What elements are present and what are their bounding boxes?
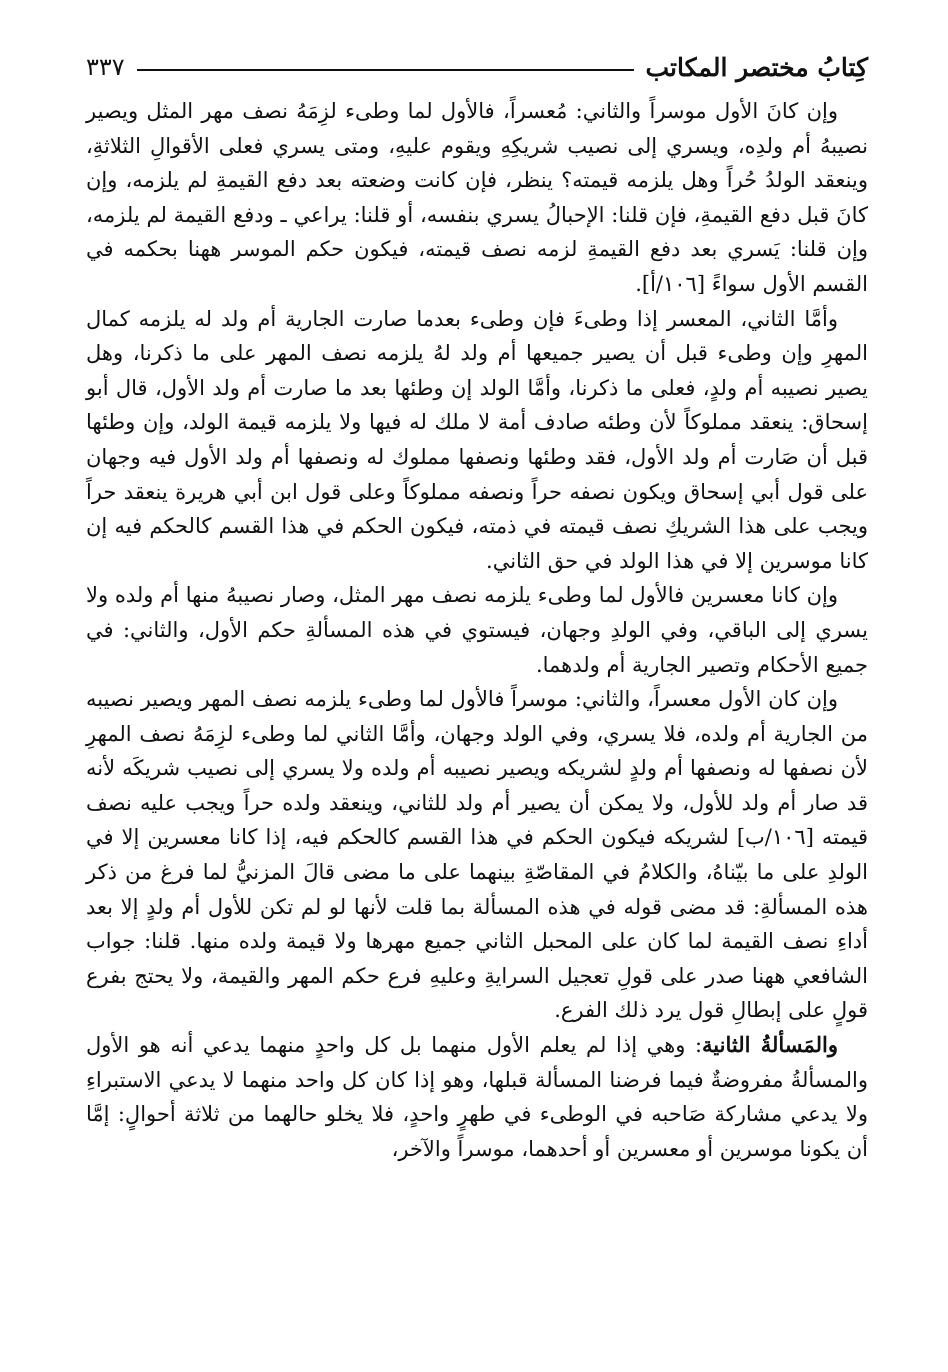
paragraph: [86, 302, 868, 579]
page-number: ٣٣٧: [86, 53, 125, 81]
running-header: [86, 44, 868, 90]
paragraph-lead: والمَسألةُ الثانية: [702, 1032, 839, 1058]
paragraph: [86, 94, 868, 302]
header-rule: [137, 69, 634, 71]
book-title: كِتابُ مختصر المكاتب: [645, 52, 868, 82]
paragraph-text: وإن كانَ الأول موسراً والثاني: مُعسراً، فالأول لما وطىء لزِمَهُ نصف مهر المثل ويصير نصيبهُ أم ولدِه، ويسري إلى نصيب شريكِهِ ويقوم عليهِ، ومتى يسري فعلى الأقوالِ الثلاثةِ، وينعقد الولدُ حُراً وهل يلزمه قيمته؟ ينظر، فإن كانت وضعته بعد دفع القيمةِ لم يلزمه، وإن كانَ قبل دفع القيمةِ، فإن قلنا: الإحبالُ يسري بنفسه، أو قلنا: يراعي ـ ودفع القيمة لم يلزمه، وإن قلنا: يَسري بعد دفع القيمةِ لزمه نصف قيمته، فيكون حكم الموسر ههنا بحكمه في القسم الأول سواءً [١٠٦/أ].: [86, 99, 868, 296]
paragraph-text: وإن كانا معسرين فالأول لما وطىء يلزمه نصف مهر المثل، وصار نصيبهُ منها أم ولده ولا يسري إلى الباقي، وفي الولدِ وجهان، فيستوي في هذه المسألةِ حكم الأول، والثاني: في جميع الأحكام وتصير الجارية أم ولدهما.: [86, 583, 868, 677]
paragraph-text: : وهي إذا لم يعلم الأول منهما بل كل واحدٍ منهما يدعي أنه هو الأول والمسألةُ مفروضةٌ فيما فرضنا المسألة قبلها، وهو إذا كان كل واحد منهما لا يدعي الاستبراءِ ولا يدعي مشاركة صَاحبه في الوطىء في طهرٍ واحدٍ، فلا يخلو حالهما من ثلاثة أحوالٍ: إمَّا أن يكونا موسرين أو معسرين أو أحدهما، موسراً والآخر،: [86, 1033, 868, 1161]
paragraph: [86, 578, 868, 682]
document-body: [86, 94, 868, 1166]
paragraph: [86, 1028, 868, 1166]
paragraph-text: وأمَّا الثاني، المعسر إذا وطىءَ فإن وطىء بعدما صارت الجارية أم ولد له يلزمه كمال المهرِ وإن وطىء قبل أن يصير جميعها أم ولد لهُ يلزمه نصف المهر على ما ذكرنا، وهل يصير نصيبه أم ولدٍ، فعلى ما ذكرنا، وأمَّا الولد إن وطئها بعد ما صارت أم ولد الأول، قال أبو إسحاق: ينعقد مملوكاً لأن وطئه صادف أمة لا ملك له فيها ولا يلزمه قيمة الولد، وإن وطئها قبل أن صَارت أم ولد الأول، فقد وطئها ونصفها مملوك له ونصفها أم ولد الأول فيه وجهان على قول أبي إسحاق ويكون نصفه حراً ونصفه مملوكاً وعلى قول ابن أبي هريرة ينعقد حراً ويجب على هذا الشريكِ نصف قيمته في ذمته، فيكون الحكم في هذا القسم كالحكم فيه إن كانا موسرين إلا في هذا الولد في حق الثاني.: [86, 306, 868, 573]
paragraph-text: وإن كان الأول معسراً، والثاني: موسراً فالأول لما وطىء يلزمه نصف المهر ويصير نصيبه من الجارية أم ولده، فلا يسري، وفي الولد وجهان، وأمَّا الثاني لما وطىء لزِمَهُ نصف المهرِ لأن نصفها له ونصفها أم ولدٍ لشريكه ويصير نصيبه أم ولده ولا يسري إلى نصيب شريكَه لأنه قد صار أم ولد للأول، ولا يمكن أن يصير أم ولد للثاني، وينعقد ولده حراً ويجب عليه نصف قيمته [١٠٦/ب] لشريكه فيكون الحكم في هذا القسم كالحكم فيه، إذا كانا معسرين إلا في الولدِ على ما بيّناهُ، والكلامُ في المقاصّةِ بينهما على ما مضى قالَ المزنيُّ لما فرغ من ذكر هذه المسألةِ: قد مضى قوله في هذه المسألة بما قلت لأنها لو لم تكن للأول أم ولدٍ إلا بعد أداءِ نصف القيمة لما كان على المحبل الثاني جميع مهرها ولا قيمة ولده منها. قلنا: جواب الشافعي ههنا صدر على قولِ تعجيل السرايةِ وعليهِ فرع حكم المهر والقيمة، ولا يحتج بفرع قولٍ على إبطالِ قول يرد ذلك الفرع.: [86, 687, 868, 1023]
paragraph: [86, 682, 868, 1028]
